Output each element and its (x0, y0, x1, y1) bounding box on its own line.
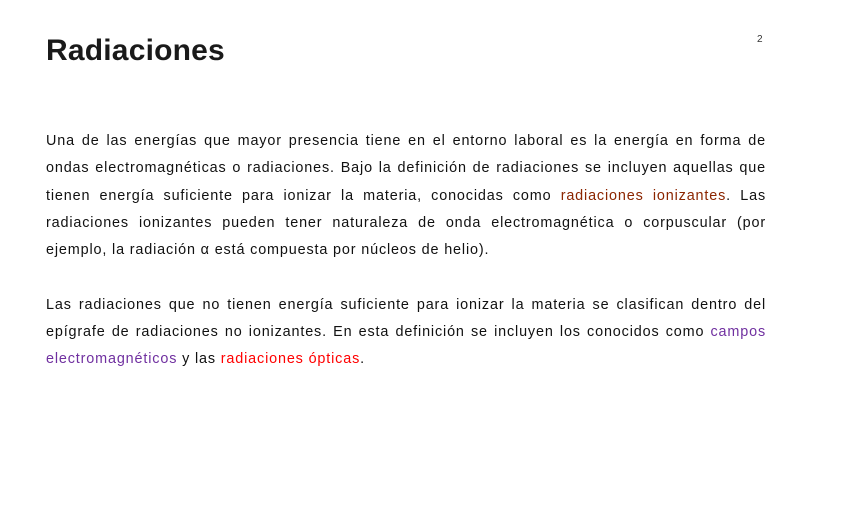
radiaciones-opticas-link[interactable]: radiaciones ópticas (220, 351, 361, 368)
paragraph-non-ionizing (46, 292, 766, 374)
slide-body (46, 128, 766, 374)
paragraph-text: . Las radiaciones ionizantes pueden tener naturaleza de onda electromagnética o corpuscular (por ejemplo, la radiación α está compuesta por núcleos de helio). (46, 187, 766, 259)
campos-electromagneticos-link[interactable]: campos electromagnéticos (46, 324, 766, 368)
page-title: Radiaciones (46, 34, 225, 67)
page-number: 2 (757, 34, 763, 45)
paragraph-text: Las radiaciones que no tienen energía suficiente para ionizar la materia se clasifican dentro del epígrafe de radiaciones no ionizantes. En esta definición se incluyen los conocidos como (46, 296, 766, 341)
paragraph-text: Una de las energías que mayor presencia tiene en el entorno laboral es la energía en forma de ondas electromagnéticas o radiaciones. Bajo la definición de radiaciones se incluyen aquellas que tienen energía suficiente para ionizar la materia, conocidas como (46, 133, 766, 204)
paragraph-ionizing (46, 128, 766, 264)
paragraph-text: . (360, 351, 365, 368)
paragraph-text: y las (177, 351, 221, 368)
radiaciones-ionizantes-link[interactable]: radiaciones ionizantes (560, 187, 727, 204)
